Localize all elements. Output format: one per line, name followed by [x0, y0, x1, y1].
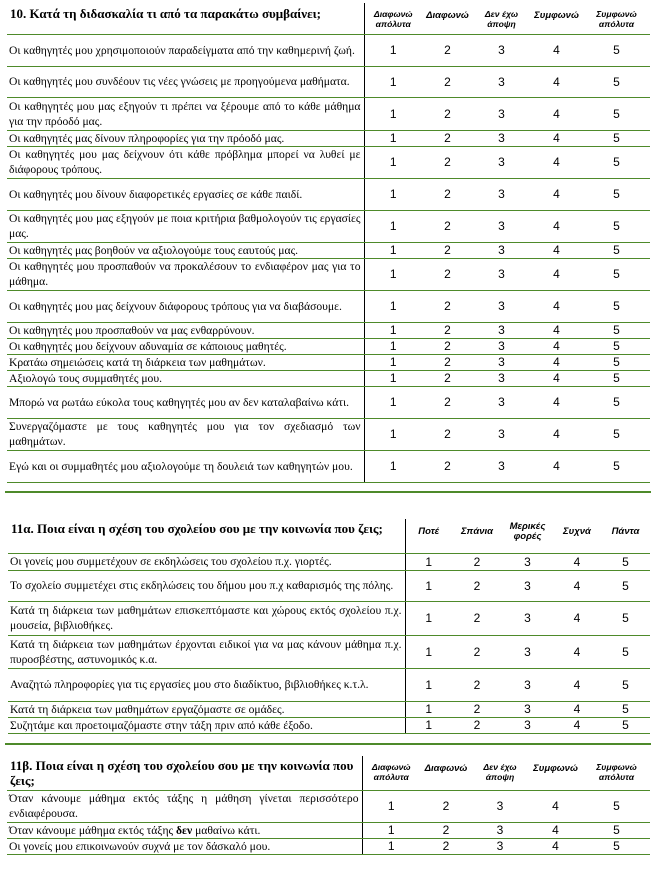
rating-option-5[interactable]: 5 — [583, 210, 650, 242]
statement-text: Οι καθηγητές μου χρησιμοποιούν παραδείγματα από την καθημερινή ζωή. — [7, 34, 364, 66]
rating-option-5[interactable]: 5 — [583, 338, 650, 354]
rating-option-2[interactable]: 2 — [452, 570, 502, 601]
section-divider — [5, 743, 651, 745]
statement-text — [7, 822, 362, 838]
rating-option-3[interactable]: 3 — [473, 338, 530, 354]
rating-option-3[interactable]: 3 — [473, 290, 530, 322]
rating-option-2[interactable]: 2 — [452, 635, 502, 668]
rating-option-1[interactable]: 1 — [405, 570, 452, 601]
rating-option-5[interactable]: 5 — [601, 701, 650, 717]
rating-option-3[interactable]: 3 — [472, 822, 528, 838]
rating-option-3[interactable]: 3 — [473, 354, 530, 370]
statement-text: Οι καθηγητές μου μας εξηγούν με ποια κριτήρια βαθμολογούν τις εργασίες μας. — [7, 210, 364, 242]
rating-option-3[interactable]: 3 — [502, 553, 553, 570]
table-row — [7, 210, 650, 242]
rating-option-4[interactable]: 4 — [530, 210, 583, 242]
rating-option-4[interactable]: 4 — [530, 97, 583, 130]
statement-emphasis: δεν — [176, 823, 193, 837]
statement-text: Οι καθηγητές μου μας δείχνουν διάφορους τρόπους για να διαβάσουμε. — [7, 290, 364, 322]
rating-option-4[interactable]: 4 — [530, 354, 583, 370]
statement-part: Οι γονείς μου επικοινωνούν συχνά με τον δάσκαλό μου. — [9, 839, 271, 853]
rating-option-5[interactable]: 5 — [583, 66, 650, 97]
statement-text: Κατά τη διάρκεια των μαθημάτων εργαζόμαστε σε ομάδες. — [8, 701, 405, 717]
rating-option-3[interactable]: 3 — [473, 210, 530, 242]
statement-text: Συζητάμε και προετοιμαζόμαστε στην τάξη πριν από κάθε έξοδο. — [8, 717, 405, 733]
table-row — [8, 701, 650, 717]
table-row — [7, 290, 650, 322]
rating-option-2[interactable]: 2 — [420, 790, 472, 822]
rating-option-5[interactable]: 5 — [583, 370, 650, 386]
statement-text: Οι καθηγητές μου συνδέουν τις νέες γνώσεις με προηγούμενα μαθήματα. — [7, 66, 364, 97]
rating-option-3[interactable]: 3 — [473, 322, 530, 338]
statement-text: Οι καθηγητές μου μας δείχνουν ότι κάθε πρόβλημα μπορεί να λυθεί με διάφορους τρόπους. — [7, 146, 364, 178]
rating-option-2[interactable]: 2 — [422, 210, 473, 242]
statement-text — [7, 838, 362, 854]
rating-option-1[interactable]: 1 — [405, 601, 452, 635]
rating-option-5[interactable]: 5 — [601, 668, 650, 701]
statement-text: Το σχολείο συμμετέχει στις εκδηλώσεις του δήμου μου π.χ καθαρισμός της πόλης. — [8, 570, 405, 601]
rating-option-1[interactable]: 1 — [364, 210, 422, 242]
statement-text: Οι καθηγητές μου προσπαθούν να προκαλέσουν το ενδιαφέρον μας για το μάθημα. — [7, 258, 364, 290]
rating-option-2[interactable]: 2 — [422, 34, 473, 66]
table-row — [7, 242, 650, 258]
column-header: Διαφωνώ — [422, 3, 473, 34]
rating-option-1[interactable]: 1 — [362, 822, 420, 838]
rating-option-5[interactable]: 5 — [583, 146, 650, 178]
rating-option-3[interactable]: 3 — [473, 450, 530, 482]
rating-option-3[interactable]: 3 — [472, 790, 528, 822]
rating-option-3[interactable]: 3 — [502, 717, 553, 733]
rating-option-5[interactable]: 5 — [583, 34, 650, 66]
table-row — [7, 822, 650, 838]
statement-part: Όταν κάνουμε μάθημα εκτός τάξης η μάθηση γίνεται περισσότερο ενδιαφέρουσα. — [9, 792, 359, 820]
table-row — [8, 570, 650, 601]
rating-option-4[interactable]: 4 — [553, 601, 601, 635]
table-row — [7, 450, 650, 482]
rating-option-4[interactable]: 4 — [530, 178, 583, 210]
rating-option-1[interactable]: 1 — [405, 701, 452, 717]
statement-part: μαθαίνω κάτι. — [192, 823, 261, 837]
rating-option-3[interactable]: 3 — [473, 418, 530, 450]
rating-option-4[interactable]: 4 — [530, 258, 583, 290]
rating-option-5[interactable]: 5 — [583, 790, 650, 822]
table-row — [8, 635, 650, 668]
rating-option-5[interactable]: 5 — [583, 242, 650, 258]
rating-option-1[interactable]: 1 — [362, 838, 420, 854]
section-11a-title: 11α. Ποια είναι η σχέση του σχολείου σου με την κοινωνία που ζεις; — [8, 519, 405, 553]
column-header: Μερικές φορές — [502, 519, 553, 553]
rating-option-5[interactable]: 5 — [583, 386, 650, 418]
table-row — [7, 354, 650, 370]
rating-option-5[interactable]: 5 — [601, 635, 650, 668]
rating-option-2[interactable]: 2 — [422, 338, 473, 354]
rating-option-2[interactable]: 2 — [422, 258, 473, 290]
rating-option-4[interactable]: 4 — [530, 66, 583, 97]
rating-option-1[interactable]: 1 — [364, 370, 422, 386]
table-row — [8, 668, 650, 701]
rating-option-2[interactable]: 2 — [422, 130, 473, 146]
rating-option-1[interactable]: 1 — [364, 338, 422, 354]
rating-option-3[interactable]: 3 — [472, 838, 528, 854]
rating-option-5[interactable]: 5 — [583, 822, 650, 838]
rating-option-3[interactable]: 3 — [473, 242, 530, 258]
rating-option-4[interactable]: 4 — [528, 790, 583, 822]
rating-option-4[interactable]: 4 — [530, 450, 583, 482]
table-row — [8, 601, 650, 635]
rating-option-1[interactable]: 1 — [405, 668, 452, 701]
rating-option-2[interactable]: 2 — [422, 322, 473, 338]
table-row — [7, 178, 650, 210]
rating-option-3[interactable]: 3 — [502, 601, 553, 635]
rating-option-1[interactable]: 1 — [364, 386, 422, 418]
rating-option-4[interactable]: 4 — [530, 370, 583, 386]
rating-option-3[interactable]: 3 — [473, 258, 530, 290]
rating-option-4[interactable]: 4 — [530, 34, 583, 66]
column-header: Διαφωνώ — [420, 756, 472, 790]
rating-option-2[interactable]: 2 — [422, 146, 473, 178]
table-row — [7, 66, 650, 97]
rating-option-5[interactable]: 5 — [601, 717, 650, 733]
rating-option-4[interactable]: 4 — [553, 635, 601, 668]
rating-option-3[interactable]: 3 — [502, 570, 553, 601]
rating-option-2[interactable]: 2 — [422, 386, 473, 418]
rating-option-1[interactable]: 1 — [364, 130, 422, 146]
rating-option-1[interactable]: 1 — [364, 258, 422, 290]
section-11a-rows — [8, 553, 650, 733]
rating-option-5[interactable]: 5 — [583, 322, 650, 338]
rating-option-1[interactable]: 1 — [405, 635, 452, 668]
statement-text: Κρατάω σημειώσεις κατά τη διάρκεια των μαθημάτων. — [7, 354, 364, 370]
column-header: Πάντα — [601, 519, 650, 553]
rating-option-5[interactable]: 5 — [601, 553, 650, 570]
table-row — [7, 322, 650, 338]
statement-part: Όταν κάνουμε μάθημα εκτός τάξης — [9, 823, 177, 837]
table-row — [7, 146, 650, 178]
table-row — [8, 553, 650, 570]
column-header: Δεν έχω άποψη — [472, 756, 528, 790]
rating-option-4[interactable]: 4 — [530, 130, 583, 146]
table-row — [7, 258, 650, 290]
section-10-table — [7, 3, 650, 483]
rating-option-4[interactable]: 4 — [530, 242, 583, 258]
rating-option-3[interactable]: 3 — [502, 668, 553, 701]
section-11a-table — [8, 519, 650, 734]
table-row — [7, 130, 650, 146]
table-row — [7, 370, 650, 386]
table-row — [7, 418, 650, 450]
statement-text: Οι καθηγητές μας βοηθούν να αξιολογούμε τους εαυτούς μας. — [7, 242, 364, 258]
section-11b-rows — [7, 790, 650, 854]
column-header: Σπάνια — [452, 519, 502, 553]
rating-option-1[interactable]: 1 — [405, 553, 452, 570]
column-header: Δεν έχω άποψη — [473, 3, 530, 34]
statement-text: Οι καθηγητές μου δίνουν διαφορετικές εργασίες σε κάθε παιδί. — [7, 178, 364, 210]
rating-option-3[interactable]: 3 — [473, 130, 530, 146]
rating-option-1[interactable]: 1 — [364, 322, 422, 338]
rating-option-1[interactable]: 1 — [364, 97, 422, 130]
table-row — [7, 386, 650, 418]
rating-option-4[interactable]: 4 — [553, 570, 601, 601]
rating-option-3[interactable]: 3 — [473, 97, 530, 130]
column-header: Ποτέ — [405, 519, 452, 553]
rating-option-1[interactable]: 1 — [364, 146, 422, 178]
column-header: Συμφωνώ απόλυτα — [583, 756, 650, 790]
rating-option-2[interactable]: 2 — [422, 370, 473, 386]
section-10-title: 10. Κατά τη διδασκαλία τι από τα παρακάτω συμβαίνει; — [7, 3, 364, 34]
table-row — [7, 34, 650, 66]
table-row — [7, 790, 650, 822]
section-11b-table — [7, 756, 650, 855]
statement-text: Οι καθηγητές μου μας εξηγούν τι πρέπει να ξέρουμε από το κάθε μάθημα για την πρόοδό μας. — [7, 97, 364, 130]
rating-option-5[interactable]: 5 — [583, 450, 650, 482]
section-10-rows — [7, 34, 650, 482]
rating-option-5[interactable]: 5 — [583, 178, 650, 210]
section-divider — [5, 491, 651, 493]
rating-option-4[interactable]: 4 — [530, 386, 583, 418]
rating-option-5[interactable]: 5 — [583, 354, 650, 370]
rating-option-1[interactable]: 1 — [364, 178, 422, 210]
statement-text: Εγώ και οι συμμαθητές μου αξιολογούμε τη δουλειά των καθηγητών μου. — [7, 450, 364, 482]
rating-option-4[interactable]: 4 — [530, 322, 583, 338]
rating-option-4[interactable]: 4 — [528, 838, 583, 854]
rating-option-4[interactable]: 4 — [553, 701, 601, 717]
rating-option-4[interactable]: 4 — [530, 146, 583, 178]
rating-option-3[interactable]: 3 — [502, 701, 553, 717]
statement-text: Οι καθηγητές μου προσπαθούν να μας ενθαρρύνουν. — [7, 322, 364, 338]
rating-option-2[interactable]: 2 — [452, 601, 502, 635]
rating-option-1[interactable]: 1 — [364, 418, 422, 450]
statement-text: Οι καθηγητές μας δίνουν πληροφορίες για την πρόοδό μας. — [7, 130, 364, 146]
statement-text: Κατά τη διάρκεια των μαθημάτων έρχονται ειδικοί για να μας κάνουν μάθημα π.χ. πυροσβέστης, αστυνομικός κ.α. — [8, 635, 405, 668]
rating-option-5[interactable]: 5 — [583, 838, 650, 854]
statement-text: Αξιολογώ τους συμμαθητές μου. — [7, 370, 364, 386]
rating-option-3[interactable]: 3 — [473, 66, 530, 97]
statement-text: Μπορώ να ρωτάω εύκολα τους καθηγητές μου αν δεν καταλαβαίνω κάτι. — [7, 386, 364, 418]
rating-option-5[interactable]: 5 — [583, 97, 650, 130]
statement-text: Αναζητώ πληροφορίες για τις εργασίες μου στο διαδίκτυο, βιβλιοθήκες κ.τ.λ. — [8, 668, 405, 701]
rating-option-2[interactable]: 2 — [422, 418, 473, 450]
table-row — [7, 838, 650, 854]
rating-option-2[interactable]: 2 — [422, 178, 473, 210]
rating-option-4[interactable]: 4 — [530, 338, 583, 354]
rating-option-2[interactable]: 2 — [422, 97, 473, 130]
rating-option-1[interactable]: 1 — [405, 717, 452, 733]
rating-option-5[interactable]: 5 — [601, 601, 650, 635]
column-header: Συμφωνώ — [528, 756, 583, 790]
column-header: Συμφωνώ — [530, 3, 583, 34]
statement-text: Οι γονείς μου συμμετέχουν σε εκδηλώσεις του σχολείου π.χ. γιορτές. — [8, 553, 405, 570]
table-row — [7, 338, 650, 354]
column-header: Συχνά — [553, 519, 601, 553]
statement-text — [7, 790, 362, 822]
column-header: Διαφωνώ απόλυτα — [362, 756, 420, 790]
rating-option-3[interactable]: 3 — [473, 34, 530, 66]
rating-option-2[interactable]: 2 — [420, 822, 472, 838]
rating-option-1[interactable]: 1 — [362, 790, 420, 822]
table-row — [7, 97, 650, 130]
rating-option-2[interactable]: 2 — [452, 717, 502, 733]
rating-option-4[interactable]: 4 — [530, 290, 583, 322]
rating-option-2[interactable]: 2 — [422, 450, 473, 482]
rating-option-4[interactable]: 4 — [553, 668, 601, 701]
rating-option-5[interactable]: 5 — [583, 130, 650, 146]
statement-text: Κατά τη διάρκεια των μαθημάτων επισκεπτόμαστε και χώρους εκτός σχολείου π.χ. μουσεία, βιβλιοθήκες. — [8, 601, 405, 635]
statement-text: Συνεργαζόμαστε με τους καθηγητές μου για τον σχεδιασμό των μαθημάτων. — [7, 418, 364, 450]
section-11b-title: 11β. Ποια είναι η σχέση του σχολείου σου με την κοινωνία που ζεις; — [7, 756, 362, 790]
rating-option-3[interactable]: 3 — [473, 146, 530, 178]
rating-option-2[interactable]: 2 — [422, 290, 473, 322]
rating-option-1[interactable]: 1 — [364, 290, 422, 322]
rating-option-3[interactable]: 3 — [502, 635, 553, 668]
rating-option-2[interactable]: 2 — [422, 354, 473, 370]
column-header: Συμφωνώ απόλυτα — [583, 3, 650, 34]
rating-option-1[interactable]: 1 — [364, 354, 422, 370]
rating-option-5[interactable]: 5 — [583, 418, 650, 450]
rating-option-2[interactable]: 2 — [452, 701, 502, 717]
rating-option-4[interactable]: 4 — [553, 553, 601, 570]
rating-option-3[interactable]: 3 — [473, 386, 530, 418]
rating-option-3[interactable]: 3 — [473, 370, 530, 386]
rating-option-1[interactable]: 1 — [364, 66, 422, 97]
rating-option-2[interactable]: 2 — [420, 838, 472, 854]
rating-option-2[interactable]: 2 — [452, 668, 502, 701]
statement-text: Οι καθηγητές μου δείχνουν αδυναμία σε κάποιους μαθητές. — [7, 338, 364, 354]
rating-option-5[interactable]: 5 — [583, 258, 650, 290]
rating-option-1[interactable]: 1 — [364, 450, 422, 482]
table-row — [8, 717, 650, 733]
rating-option-1[interactable]: 1 — [364, 34, 422, 66]
rating-option-2[interactable]: 2 — [452, 553, 502, 570]
column-header: Διαφωνώ απόλυτα — [364, 3, 422, 34]
rating-option-5[interactable]: 5 — [583, 290, 650, 322]
rating-option-1[interactable]: 1 — [364, 242, 422, 258]
rating-option-4[interactable]: 4 — [528, 822, 583, 838]
rating-option-2[interactable]: 2 — [422, 242, 473, 258]
rating-option-2[interactable]: 2 — [422, 66, 473, 97]
rating-option-4[interactable]: 4 — [530, 418, 583, 450]
rating-option-3[interactable]: 3 — [473, 178, 530, 210]
rating-option-4[interactable]: 4 — [553, 717, 601, 733]
rating-option-5[interactable]: 5 — [601, 570, 650, 601]
